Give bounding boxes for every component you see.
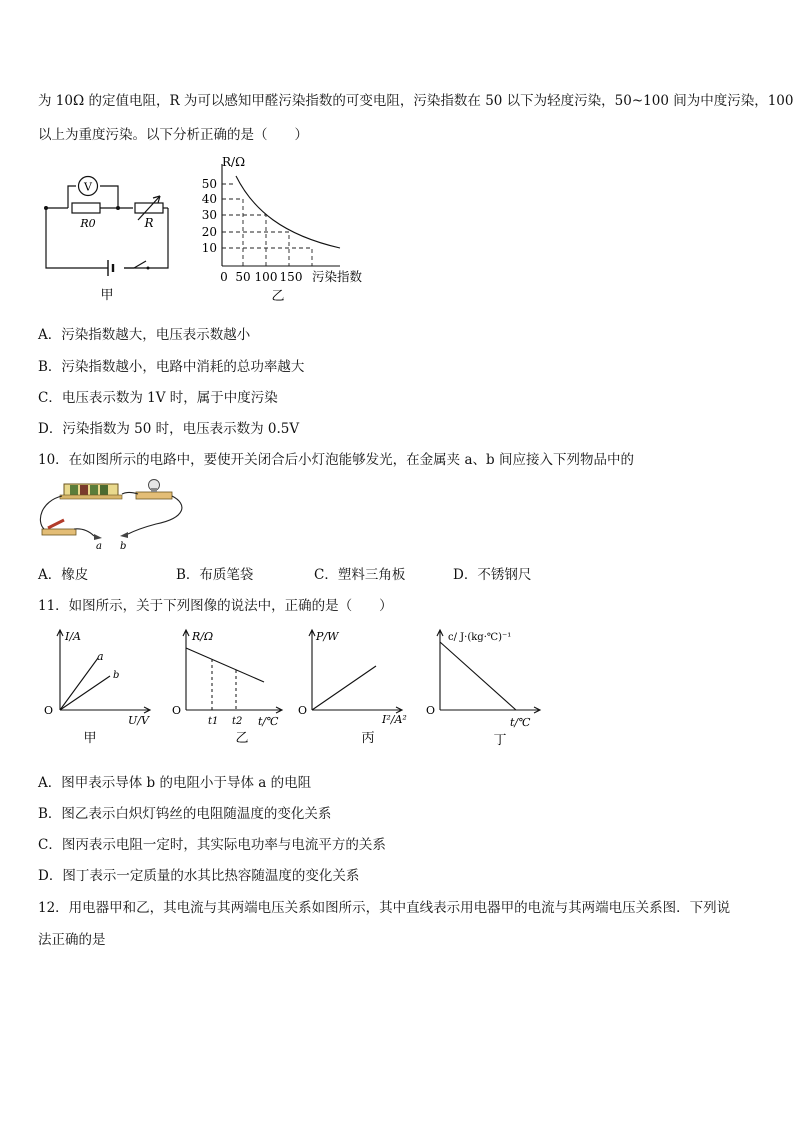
q9-graph-caption: 乙 — [271, 289, 285, 304]
q10-circuit-illustration — [36, 476, 186, 552]
q9-option-d: D．污染指数为 50 时，电压表示数为 0.5V — [38, 421, 300, 437]
q11-graph-yi — [170, 624, 290, 750]
clip-b-icon — [120, 532, 128, 538]
q11-graph-ding — [424, 624, 554, 750]
clip-a-label: a — [96, 541, 102, 552]
q9-xtick-50: 50 — [235, 270, 251, 284]
q11-graph-bing — [296, 624, 421, 750]
q9-curve — [236, 176, 340, 248]
bing-origin: O — [298, 704, 308, 717]
ding-ylabel: c/ J·(kg·℃)⁻¹ — [448, 632, 512, 643]
q11-option-c: C．图丙表示电阻一定时，其实际电功率与电流平方的关系 — [38, 837, 386, 853]
yi-origin: O — [172, 704, 182, 717]
ding-xlabel: t/℃ — [510, 716, 531, 729]
yi-ylabel: R/Ω — [192, 630, 214, 643]
yi-caption: 乙 — [235, 731, 249, 746]
jia-line-b-label: b — [113, 670, 120, 681]
q9-option-c: C．电压表示数为 1V 时，属于中度污染 — [38, 390, 278, 406]
jia-origin: O — [44, 704, 54, 717]
q9-graph-ylabel: R/Ω — [222, 155, 246, 169]
jia-caption: 甲 — [83, 731, 97, 746]
q10-option-b: B．布质笔袋 — [176, 567, 254, 583]
switch-icon — [42, 529, 76, 535]
q9-ytick-10: 10 — [201, 241, 217, 255]
q11-option-a: A．图甲表示导体 b 的电阻小于导体 a 的电阻 — [38, 775, 312, 791]
clip-b-label: b — [120, 541, 127, 552]
bing-xlabel: I²/A² — [382, 713, 407, 726]
q10-stem: 10．在如图所示的电路中，要使开关闭合后小灯泡能够发光，在金属夹 a、b 间应接入下列物品中的 — [38, 452, 634, 468]
r0-label: R0 — [80, 217, 96, 230]
voltmeter-label: V — [84, 180, 92, 194]
q10-option-d: D．不锈钢尺 — [453, 567, 532, 583]
q9-origin: 0 — [220, 270, 228, 284]
q9-ytick-40: 40 — [201, 192, 217, 206]
r-label: R — [144, 216, 154, 230]
line-b — [60, 676, 110, 710]
q9-xtick-100: 100 — [254, 270, 278, 284]
jia-xlabel: U/V — [128, 714, 149, 727]
yi-t1: t1 — [208, 716, 219, 727]
bing-ylabel: P/W — [316, 630, 339, 643]
line-a — [60, 658, 98, 710]
q11-graph-jia — [40, 624, 160, 750]
bing-line — [312, 666, 376, 710]
q9-circuit-diagram — [38, 168, 188, 308]
q9-graph-xlabel: 污染指数 — [312, 269, 363, 284]
q12-stem-line1: 12．用电器甲和乙，其电流与其两端电压关系如图所示，其中直线表示用电器甲的电流与其两端电压关系图．下列说 — [38, 900, 731, 916]
yi-xlabel: t/℃ — [258, 715, 279, 728]
q9-option-b: B．污染指数越小，电路中消耗的总功率越大 — [38, 359, 305, 375]
q9-stem-line1: 为 10Ω 的定值电阻，R 为可以感知甲醛污染指数的可变电阻，污染指数在 50 以下为轻度污染，50~100 间为中度污染，100 — [38, 93, 794, 109]
yi-t2: t2 — [232, 716, 243, 727]
jia-line-a-label: a — [97, 650, 104, 663]
q11-stem: 11．如图所示，关于下列图像的说法中，正确的是（ ） — [38, 598, 393, 614]
q10-option-c: C．塑料三角板 — [314, 567, 406, 583]
q9-ytick-50: 50 — [201, 177, 217, 191]
jia-ylabel: I/A — [65, 630, 81, 643]
q9-resistance-graph — [198, 150, 388, 310]
q9-ytick-30: 30 — [201, 208, 217, 222]
q9-stem-line2: 以上为重度污染。以下分析正确的是（ ） — [38, 127, 308, 143]
q12-stem-line2: 法正确的是 — [38, 932, 106, 948]
resistor-r0 — [72, 203, 100, 213]
bing-caption: 丙 — [361, 731, 375, 746]
q10-option-a: A．橡皮 — [38, 567, 89, 583]
q9-ytick-20: 20 — [201, 225, 217, 239]
yi-line — [186, 648, 264, 682]
q11-option-b: B．图乙表示白炽灯钨丝的电阻随温度的变化关系 — [38, 806, 332, 822]
q9-xtick-150: 150 — [279, 270, 303, 284]
ding-line — [440, 642, 516, 710]
q9-circuit-caption: 甲 — [100, 288, 114, 303]
ding-origin: O — [426, 704, 436, 717]
ding-caption: 丁 — [493, 733, 507, 748]
clip-a-icon — [94, 534, 102, 540]
q9-option-a: A．污染指数越大，电压表示数越小 — [38, 327, 251, 343]
q11-option-d: D．图丁表示一定质量的水其比热容随温度的变化关系 — [38, 868, 360, 884]
